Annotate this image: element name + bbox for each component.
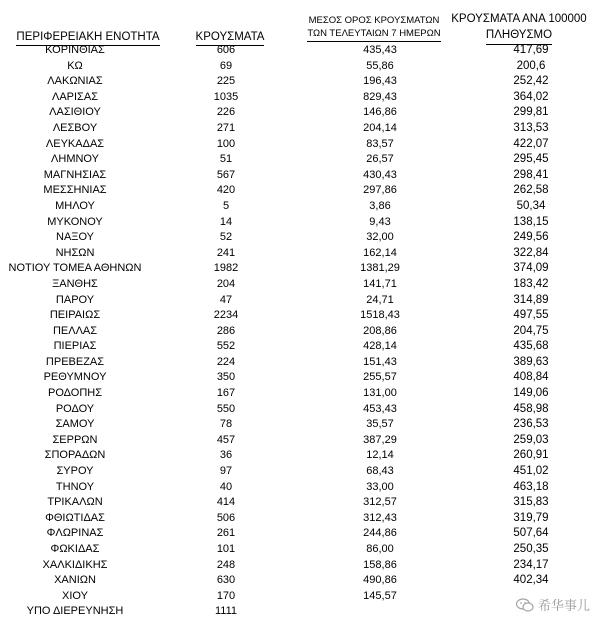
cell-per-100k: 204,75 bbox=[513, 324, 549, 337]
table-row bbox=[0, 542, 604, 558]
cell-7day-average: 158,86 bbox=[363, 558, 397, 571]
cell-per-100k: 234,17 bbox=[513, 558, 549, 571]
table-row bbox=[0, 105, 604, 121]
table-row bbox=[0, 339, 604, 355]
table-row bbox=[0, 168, 604, 184]
column-header-per-100k-line1: ΚΡΟΥΣΜΑΤΑ ΑΝΑ 100000 bbox=[451, 13, 587, 25]
cell-cases: 101 bbox=[216, 543, 236, 555]
cell-7day-average: 55,86 bbox=[366, 59, 394, 72]
cell-cases: 40 bbox=[219, 480, 233, 493]
cell-region: ΣΠΟΡΑΔΩΝ bbox=[44, 449, 106, 462]
cell-per-100k: 451,02 bbox=[513, 465, 549, 478]
column-header-region-label: ΠΕΡΙΦΕΡΕΙΑΚΗ ΕΝΟΤΗΤΑ bbox=[16, 30, 159, 46]
cell-cases: 550 bbox=[216, 402, 236, 415]
cell-7day-average: 453,43 bbox=[363, 402, 397, 415]
column-header-7day-average bbox=[296, 14, 452, 42]
cell-per-100k: 422,07 bbox=[513, 137, 549, 150]
cell-cases: 204 bbox=[216, 277, 236, 290]
column-header-per-100k-line2: ΠΛΗΘΥΣΜΟ bbox=[486, 27, 552, 45]
table-row bbox=[0, 402, 604, 418]
table-row bbox=[0, 589, 604, 605]
cell-per-100k: 313,53 bbox=[513, 121, 549, 134]
cell-7day-average: 26,57 bbox=[366, 153, 394, 166]
cell-per-100k: 458,98 bbox=[513, 402, 549, 415]
cell-7day-average: 829,43 bbox=[363, 90, 397, 103]
table-body bbox=[0, 43, 604, 620]
table-row bbox=[0, 261, 604, 277]
cell-cases: 226 bbox=[216, 106, 236, 119]
cell-region: ΡΟΔΟΥ bbox=[55, 402, 95, 415]
cell-cases: 1982 bbox=[213, 262, 239, 275]
cell-7day-average: 32,00 bbox=[366, 231, 394, 244]
cell-7day-average: 255,57 bbox=[363, 371, 397, 384]
cell-region: ΣΥΡΟΥ bbox=[56, 465, 94, 478]
table-row bbox=[0, 74, 604, 90]
cell-cases: 170 bbox=[216, 589, 236, 602]
cell-cases: 36 bbox=[219, 449, 233, 462]
cell-7day-average: 1381,29 bbox=[360, 262, 400, 275]
cell-per-100k: 408,84 bbox=[513, 371, 549, 384]
cell-7day-average: 1518,43 bbox=[360, 309, 400, 322]
table-row bbox=[0, 121, 604, 137]
table-row bbox=[0, 417, 604, 433]
table-row bbox=[0, 324, 604, 340]
cell-per-100k: 149,06 bbox=[513, 387, 549, 400]
table-row bbox=[0, 573, 604, 589]
cell-region: ΛΕΥΚΑΔΑΣ bbox=[45, 137, 105, 150]
cell-cases: 167 bbox=[216, 387, 236, 400]
cell-per-100k: 200,6 bbox=[516, 59, 546, 72]
column-header-per-100k bbox=[446, 11, 592, 45]
table-row bbox=[0, 604, 604, 620]
cell-per-100k: 497,55 bbox=[513, 309, 549, 322]
cell-7day-average: 145,57 bbox=[363, 589, 397, 602]
cell-region: ΚΟΡΙΝΘΙΑΣ bbox=[45, 44, 105, 56]
table-row bbox=[0, 433, 604, 449]
cell-7day-average: 35,57 bbox=[366, 418, 394, 431]
cell-region: ΠΕΙΡΑΙΩΣ bbox=[49, 309, 101, 322]
cell-region: ΧΑΛΚΙΔΙΚΗΣ bbox=[42, 558, 108, 571]
cell-per-100k: 364,02 bbox=[513, 90, 549, 103]
table-row bbox=[0, 277, 604, 293]
cell-region: ΜΕΣΣΗΝΙΑΣ bbox=[43, 184, 107, 197]
cell-per-100k: 314,89 bbox=[513, 293, 549, 306]
table-row bbox=[0, 386, 604, 402]
cell-region: ΠΕΛΛΑΣ bbox=[52, 324, 98, 337]
column-header-7day-average-line2: ΤΩΝ ΤΕΛΕΥΤΑΙΩΝ 7 ΗΜΕΡΩΝ bbox=[307, 27, 440, 42]
cell-cases: 224 bbox=[216, 355, 236, 368]
cell-region: ΠΑΡΟΥ bbox=[55, 293, 95, 306]
cell-region: ΣΕΡΡΩΝ bbox=[52, 433, 98, 446]
cell-cases: 414 bbox=[216, 496, 236, 509]
table-row bbox=[0, 199, 604, 215]
cell-cases: 69 bbox=[219, 59, 233, 72]
cell-per-100k: 236,53 bbox=[513, 418, 549, 431]
cell-7day-average: 196,43 bbox=[363, 75, 397, 88]
cell-region: ΥΠΟ ΔΙΕΡΕΥΝΗΣΗ bbox=[26, 605, 124, 618]
cell-region: ΚΩ bbox=[67, 59, 83, 72]
table-row bbox=[0, 152, 604, 168]
cell-region: ΧΙΟΥ bbox=[62, 589, 88, 602]
table-row bbox=[0, 293, 604, 309]
column-header-7day-average-line1: ΜΕΣΟΣ ΟΡΟΣ ΚΡΟΥΣΜΑΤΩΝ bbox=[308, 15, 440, 26]
cell-cases: 1035 bbox=[213, 90, 239, 103]
cell-7day-average: 244,86 bbox=[363, 527, 397, 540]
cell-per-100k: 299,81 bbox=[513, 106, 549, 119]
cell-region: ΦΛΩΡΙΝΑΣ bbox=[46, 527, 104, 540]
table-row bbox=[0, 558, 604, 574]
cell-per-100k: 252,42 bbox=[513, 75, 549, 88]
cell-region: ΡΕΘΥΜΝΟΥ bbox=[43, 371, 107, 384]
cell-region: ΜΑΓΝΗΣΙΑΣ bbox=[43, 168, 107, 181]
cell-per-100k: 417,69 bbox=[513, 44, 549, 56]
cell-cases: 1111 bbox=[214, 605, 238, 618]
table-row bbox=[0, 137, 604, 153]
table-row bbox=[0, 215, 604, 231]
table-row bbox=[0, 495, 604, 511]
cell-region: ΞΑΝΘΗΣ bbox=[52, 277, 98, 290]
cell-region: ΝΟΤΙΟΥ ΤΟΜΕΑ ΑΘΗΝΩΝ bbox=[8, 262, 142, 275]
cell-region: ΦΘΙΩΤΙΔΑΣ bbox=[45, 511, 105, 524]
cell-7day-average: 387,29 bbox=[363, 433, 397, 446]
cell-cases: 261 bbox=[216, 527, 236, 540]
cell-per-100k: 463,18 bbox=[513, 480, 549, 493]
cell-cases: 567 bbox=[216, 168, 236, 181]
cell-per-100k: 183,42 bbox=[513, 277, 549, 290]
table-row bbox=[0, 230, 604, 246]
cell-cases: 5 bbox=[222, 199, 230, 212]
cell-region: ΝΑΞΟΥ bbox=[56, 231, 94, 244]
cell-cases: 225 bbox=[216, 75, 236, 88]
cell-region: ΛΕΣΒΟΥ bbox=[52, 121, 98, 134]
cell-per-100k: 315,83 bbox=[513, 496, 549, 509]
cell-7day-average: 33,00 bbox=[366, 480, 394, 493]
cell-7day-average: 430,43 bbox=[363, 168, 397, 181]
cell-7day-average: 297,86 bbox=[363, 184, 397, 197]
cell-cases: 97 bbox=[219, 465, 233, 478]
cell-cases: 286 bbox=[216, 324, 236, 337]
cell-region: ΤΗΝΟΥ bbox=[55, 480, 95, 493]
cell-7day-average: 146,86 bbox=[363, 106, 397, 119]
cell-7day-average: 3,86 bbox=[369, 199, 391, 212]
cell-per-100k: 298,41 bbox=[513, 168, 549, 181]
cell-7day-average: 131,00 bbox=[363, 387, 397, 400]
cell-cases: 51 bbox=[219, 153, 233, 166]
cell-region: ΛΑΣΙΘΙΟΥ bbox=[49, 106, 101, 119]
cell-region: ΠΡΕΒΕΖΑΣ bbox=[45, 355, 105, 368]
cell-cases: 630 bbox=[216, 574, 236, 587]
table-row bbox=[0, 480, 604, 496]
cell-region: ΜΗΛΟΥ bbox=[55, 199, 95, 212]
cell-region: ΦΩΚΙΔΑΣ bbox=[50, 543, 100, 555]
cell-cases: 2234 bbox=[213, 309, 239, 322]
cell-7day-average: 83,57 bbox=[366, 137, 394, 150]
cell-per-100k: 138,15 bbox=[513, 215, 549, 228]
cell-7day-average: 24,71 bbox=[366, 293, 394, 306]
cell-cases: 52 bbox=[219, 231, 233, 244]
cell-cases: 248 bbox=[216, 558, 236, 571]
cell-region: ΤΡΙΚΑΛΩΝ bbox=[47, 496, 103, 509]
cell-region: ΣΑΜΟΥ bbox=[55, 418, 95, 431]
cell-cases: 552 bbox=[216, 340, 236, 353]
cell-per-100k: 262,58 bbox=[513, 184, 549, 197]
table-row bbox=[0, 183, 604, 199]
cell-cases: 506 bbox=[216, 511, 236, 524]
cell-per-100k: 389,63 bbox=[513, 355, 549, 368]
cell-per-100k: 402,34 bbox=[513, 574, 549, 587]
cell-7day-average: 141,71 bbox=[363, 277, 397, 290]
cell-7day-average: 12,14 bbox=[366, 449, 394, 462]
cell-7day-average: 312,43 bbox=[363, 511, 397, 524]
table-row bbox=[0, 90, 604, 106]
cell-per-100k: 322,84 bbox=[513, 246, 549, 259]
cell-7day-average: 151,43 bbox=[363, 355, 397, 368]
cell-region: ΠΙΕΡΙΑΣ bbox=[53, 340, 97, 353]
cell-cases: 271 bbox=[216, 121, 236, 134]
cell-cases: 78 bbox=[219, 418, 233, 431]
table-row bbox=[0, 59, 604, 75]
table-row bbox=[0, 511, 604, 527]
cell-cases: 350 bbox=[216, 371, 236, 384]
cell-per-100k: 374,09 bbox=[513, 262, 549, 275]
cell-region: ΜΥΚΟΝΟΥ bbox=[47, 215, 103, 228]
table-row bbox=[0, 308, 604, 324]
cell-per-100k: 250,35 bbox=[513, 543, 549, 555]
table-row bbox=[0, 246, 604, 262]
cell-cases: 241 bbox=[216, 246, 236, 259]
watermark bbox=[516, 595, 590, 614]
cell-per-100k: 249,56 bbox=[513, 231, 549, 244]
column-header-cases-label: ΚΡΟΥΣΜΑΤΑ bbox=[196, 30, 265, 46]
cell-per-100k: 295,45 bbox=[513, 153, 549, 166]
cell-region: ΛΑΡΙΣΑΣ bbox=[51, 90, 98, 103]
cell-7day-average: 428,14 bbox=[363, 340, 397, 353]
cell-region: ΝΗΣΩΝ bbox=[55, 246, 95, 259]
table-row bbox=[0, 355, 604, 371]
cell-cases: 14 bbox=[219, 215, 233, 228]
cell-7day-average: 312,57 bbox=[363, 496, 397, 509]
table-row bbox=[0, 448, 604, 464]
table-row bbox=[0, 464, 604, 480]
cell-region: ΡΟΔΟΠΗΣ bbox=[47, 387, 103, 400]
cell-cases: 47 bbox=[219, 293, 233, 306]
wechat-icon bbox=[516, 598, 534, 612]
cell-7day-average: 208,86 bbox=[363, 324, 397, 337]
cell-7day-average: 490,86 bbox=[363, 574, 397, 587]
cell-7day-average: 9,43 bbox=[369, 215, 391, 228]
table-row bbox=[0, 43, 604, 59]
cell-per-100k: 50,34 bbox=[516, 199, 546, 212]
cell-cases: 606 bbox=[216, 44, 236, 56]
cell-per-100k: 507,64 bbox=[513, 527, 549, 540]
cell-7day-average: 68,43 bbox=[366, 465, 394, 478]
table-row bbox=[0, 370, 604, 386]
watermark-text: 希华事儿 bbox=[537, 598, 590, 613]
cell-7day-average: 162,14 bbox=[363, 246, 397, 259]
cell-cases: 100 bbox=[216, 137, 236, 150]
cell-region: ΛΗΜΝΟΥ bbox=[51, 153, 99, 166]
table-row bbox=[0, 526, 604, 542]
cell-per-100k: 435,68 bbox=[513, 340, 549, 353]
cell-7day-average: 86,00 bbox=[366, 543, 394, 555]
cell-cases: 457 bbox=[216, 433, 236, 446]
cell-region: ΛΑΚΩΝΙΑΣ bbox=[47, 75, 103, 88]
cell-region: ΧΑΝΙΩΝ bbox=[54, 574, 96, 587]
cell-per-100k: 259,03 bbox=[513, 433, 549, 446]
cell-7day-average: 435,43 bbox=[363, 44, 397, 56]
cell-cases: 420 bbox=[216, 184, 236, 197]
cell-per-100k: 319,79 bbox=[513, 511, 549, 524]
cell-7day-average: 204,14 bbox=[363, 121, 397, 134]
table-header bbox=[0, 0, 604, 44]
cell-per-100k: 260,91 bbox=[513, 449, 549, 462]
